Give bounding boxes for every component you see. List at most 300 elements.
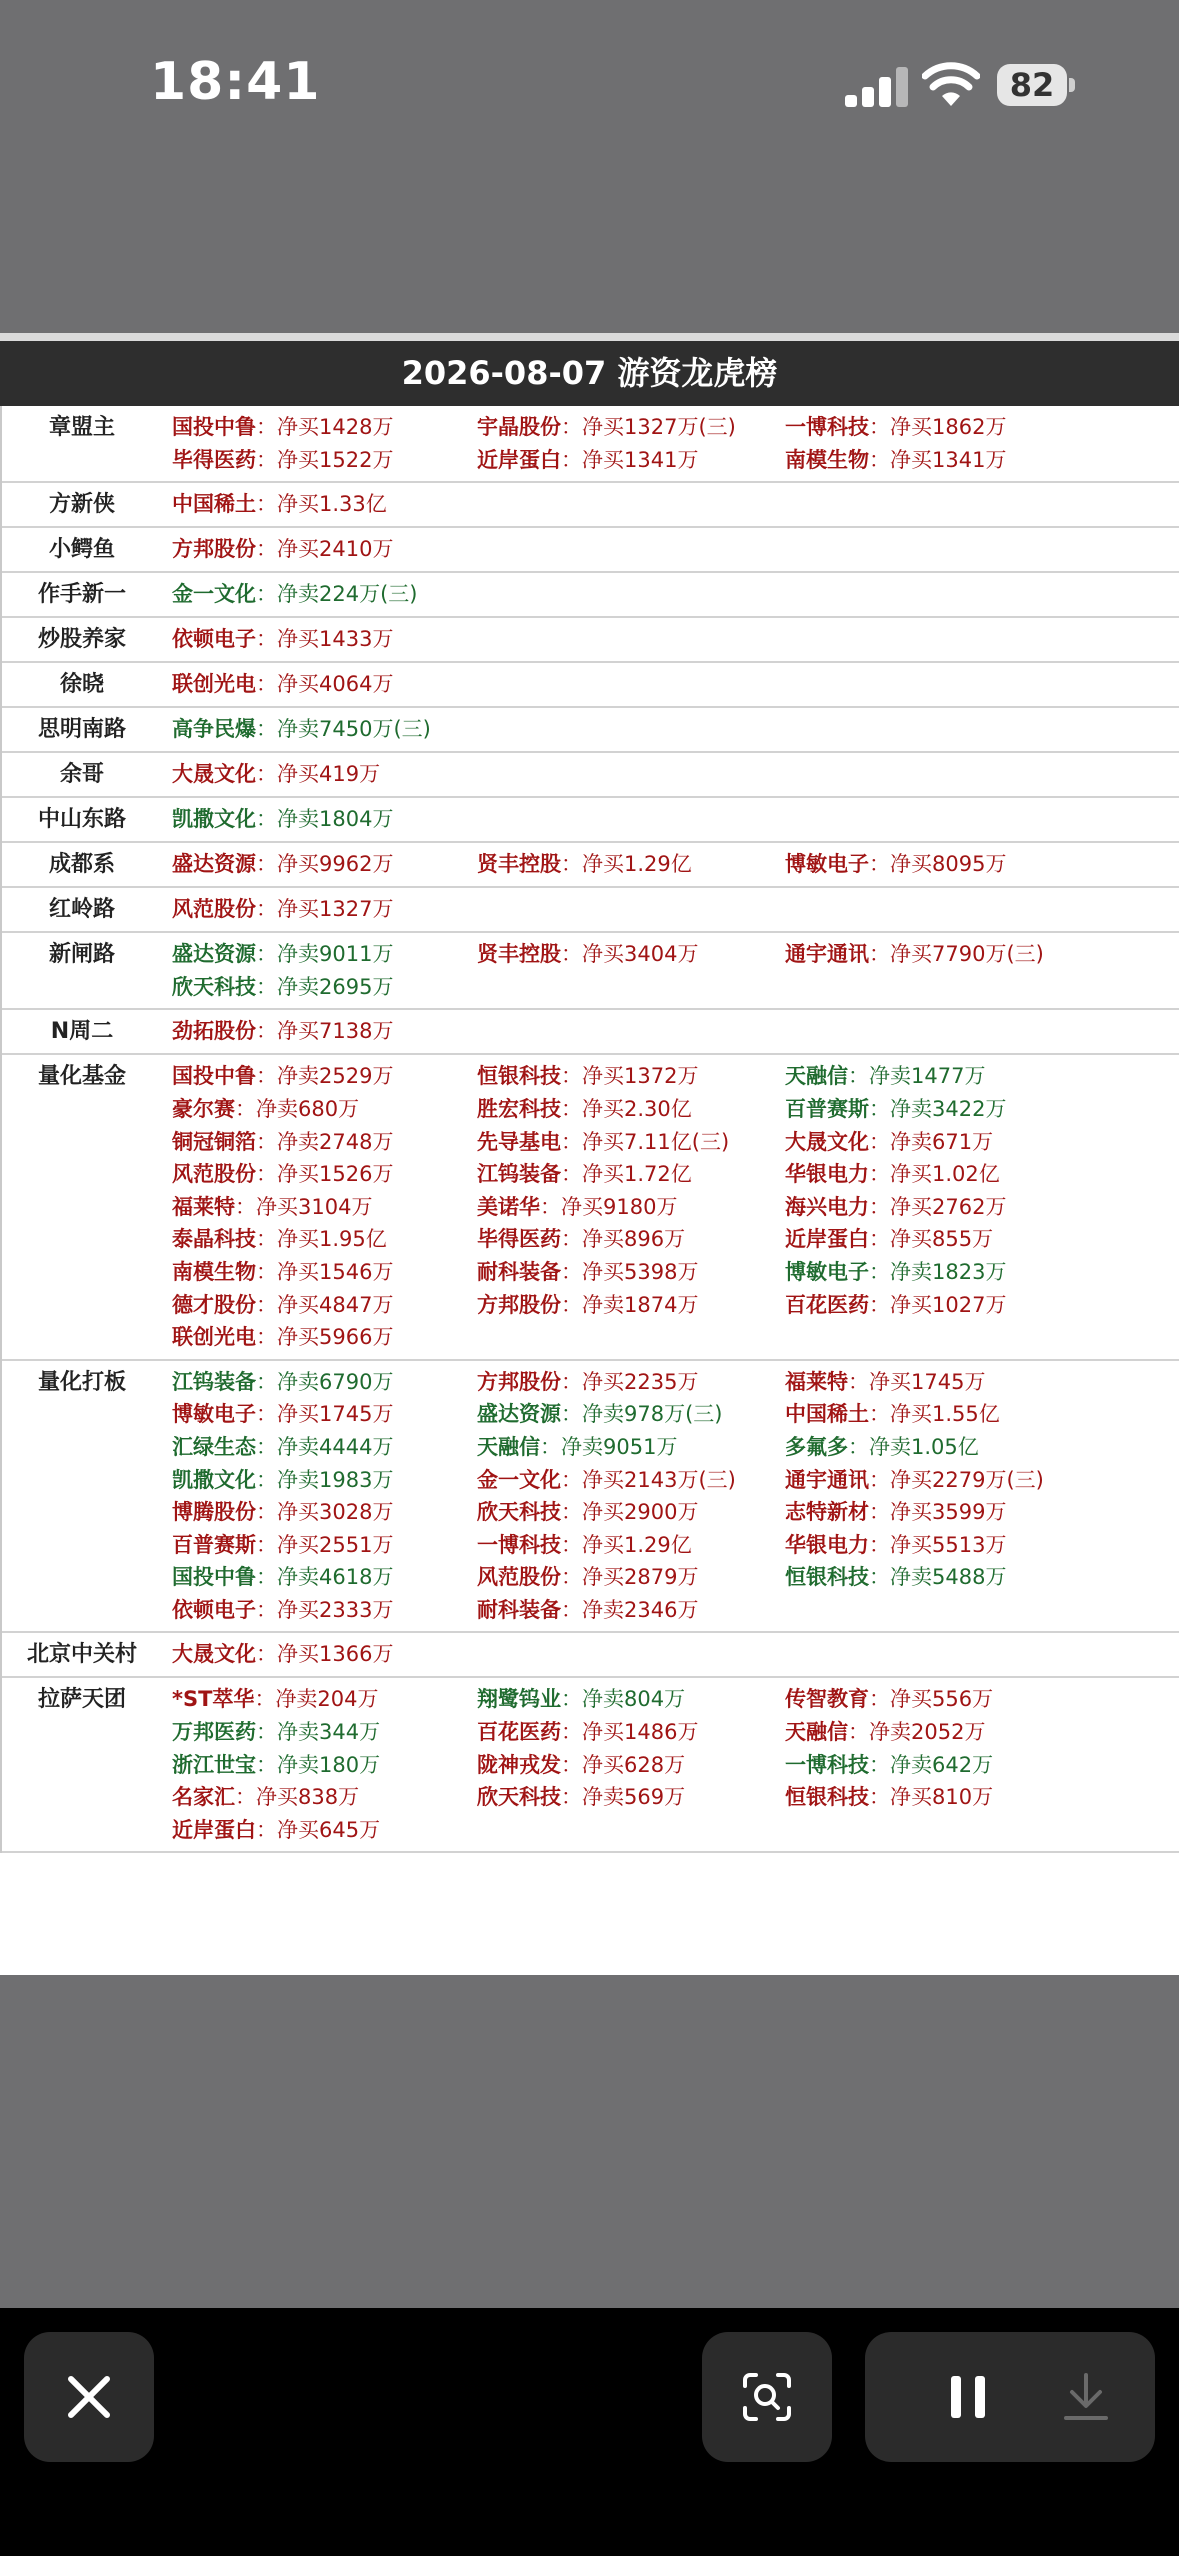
net-amount: 净买1433万: [277, 627, 394, 652]
trader-row: [2, 1678, 1179, 1853]
net-amount: 净卖569万: [582, 1785, 686, 1810]
separator: ：: [256, 762, 277, 787]
stock-name: 盛达资源: [172, 852, 256, 877]
trade-entries: [162, 488, 1105, 521]
net-amount: 净卖2346万: [582, 1597, 699, 1622]
trader-row: [2, 843, 1179, 888]
trade-entry: [172, 1223, 477, 1256]
trade-entry: [172, 893, 477, 926]
stock-name: 博敏电子: [785, 852, 869, 877]
separator: ：: [256, 415, 277, 439]
trader-row: [2, 573, 1179, 618]
trade-entries: [162, 578, 1105, 611]
net-amount: 净买855万: [890, 1227, 994, 1252]
trade-entry: [172, 1158, 477, 1191]
separator: ：: [869, 1162, 890, 1187]
net-amount: 净买628万: [582, 1752, 686, 1777]
net-amount: 净买3599万: [890, 1500, 1007, 1525]
trade-entry: [172, 1191, 477, 1224]
stock-name: 耐科装备: [477, 1259, 561, 1284]
separator: ：: [561, 1597, 582, 1622]
trader-row: [2, 708, 1179, 753]
net-amount: 净卖2052万: [869, 1720, 986, 1745]
trade-entry: [172, 1716, 477, 1749]
stock-name: 志特新材: [785, 1500, 869, 1525]
stock-name: 德才股份: [172, 1292, 256, 1317]
net-amount: 净买1745万: [277, 1402, 394, 1427]
trader-name: 量化打板: [37, 1369, 126, 1395]
viewer-background: [0, 1975, 1179, 2308]
separator: ：: [256, 1642, 277, 1667]
download-icon: [1062, 2372, 1110, 2422]
stock-name: 恒银科技: [477, 1064, 561, 1089]
net-amount: 净买5966万: [277, 1325, 394, 1350]
trade-entry: [477, 1683, 785, 1716]
trader-row: [2, 406, 1179, 483]
separator: ：: [561, 1369, 582, 1394]
trade-entry: [785, 444, 1105, 477]
stock-name: *ST萃华: [172, 1687, 255, 1712]
separator: ：: [256, 1752, 277, 1777]
trade-entry: [477, 1093, 785, 1126]
separator: ：: [256, 942, 277, 967]
stock-name: 欣天科技: [477, 1785, 561, 1810]
separator: ：: [561, 1129, 582, 1154]
trader-name: 新闸路: [48, 942, 115, 968]
trade-entry: [785, 1366, 1105, 1399]
trade-entries: [162, 938, 1105, 1003]
stock-name: 依顿电子: [172, 1597, 256, 1622]
stock-name: 南模生物: [785, 447, 869, 472]
trader-row: [2, 483, 1179, 528]
separator: ：: [561, 1402, 582, 1427]
trade-entry: [477, 1060, 785, 1093]
separator: ：: [869, 1785, 890, 1810]
separator: ：: [561, 1467, 582, 1492]
trade-entry: [172, 848, 477, 881]
trade-entry: [477, 1289, 785, 1322]
trade-entry: [785, 1716, 1105, 1749]
stock-name: 方邦股份: [477, 1292, 561, 1317]
trade-entries: [162, 1015, 1105, 1048]
stock-name: 江钨装备: [172, 1369, 256, 1394]
stock-name: 凯撒文化: [172, 1467, 256, 1492]
net-amount: 净卖344万: [277, 1720, 381, 1745]
trader-name: 章盟主: [48, 415, 115, 440]
net-amount: 净买4064万: [277, 672, 394, 697]
trader-row: [2, 618, 1179, 663]
net-amount: 净卖5488万: [890, 1565, 1007, 1590]
trade-entry: [172, 1126, 477, 1159]
net-amount: 净买1546万: [277, 1259, 394, 1284]
net-amount: 净买1027万: [890, 1292, 1007, 1317]
net-amount: 净卖804万: [582, 1687, 686, 1712]
stock-name: 国投中鲁: [172, 1565, 256, 1590]
net-amount: 净卖642万: [890, 1752, 994, 1777]
trade-entry: [785, 1561, 1105, 1594]
net-amount: 净买1.33亿: [277, 492, 387, 517]
net-amount: 净买419万: [277, 762, 381, 787]
stock-name: 大晟文化: [785, 1129, 869, 1154]
trade-entry: [785, 1289, 1105, 1322]
download-button[interactable]: [1040, 2352, 1130, 2442]
net-amount: 净买3028万: [277, 1500, 394, 1525]
trade-entry: [172, 533, 477, 566]
net-amount: 净买2879万: [582, 1565, 699, 1590]
separator: ：: [256, 1500, 277, 1525]
trader-row: [2, 1055, 1179, 1360]
trade-entry: [785, 1223, 1105, 1256]
separator: ：: [848, 1064, 869, 1089]
separator: ：: [869, 1500, 890, 1525]
trade-entry: [172, 938, 477, 971]
wifi-icon: [922, 62, 980, 108]
stock-name: 高争民爆: [172, 717, 256, 742]
net-amount: 净买645万: [277, 1817, 381, 1842]
trade-entry: [172, 1398, 477, 1431]
playback-controls: [865, 2332, 1155, 2462]
separator: ：: [256, 1532, 277, 1557]
trade-entry: [477, 1366, 785, 1399]
trader-name: N周二: [50, 1019, 114, 1045]
net-amount: 净买1.29亿: [582, 852, 692, 877]
separator: ：: [540, 1434, 561, 1459]
separator: ：: [869, 852, 890, 877]
separator: ：: [256, 582, 277, 607]
net-amount: 净卖9051万: [561, 1434, 678, 1459]
net-amount: 净卖3422万: [890, 1096, 1007, 1121]
net-amount: 净买1486万: [582, 1720, 699, 1745]
trade-entry: [785, 1126, 1105, 1159]
separator: ：: [256, 897, 277, 922]
trade-entry: [785, 1398, 1105, 1431]
stock-name: 国投中鲁: [172, 415, 256, 439]
separator: ：: [561, 1500, 582, 1525]
separator: ：: [235, 1194, 256, 1219]
trade-entry: [172, 1093, 477, 1126]
trade-entry: [172, 444, 477, 477]
trade-entry: [477, 1561, 785, 1594]
trade-entry: [785, 1781, 1105, 1814]
stock-name: 博腾股份: [172, 1500, 256, 1525]
trader-row: [2, 1361, 1179, 1634]
separator: ：: [256, 1129, 277, 1154]
trade-entry: [785, 1496, 1105, 1529]
stock-name: 国投中鲁: [172, 1064, 256, 1089]
trade-entry: [172, 623, 477, 656]
trader-name: 作手新一: [37, 582, 126, 608]
separator: ：: [561, 852, 582, 877]
stock-name: 福莱特: [785, 1369, 848, 1394]
stock-name: 江钨装备: [477, 1162, 561, 1187]
stock-name: 恒银科技: [785, 1785, 869, 1810]
stock-name: 海兴电力: [785, 1194, 869, 1219]
net-amount: 净买9962万: [277, 852, 394, 877]
net-amount: 净买5398万: [582, 1259, 699, 1284]
separator: ：: [561, 1096, 582, 1121]
trade-entries: [162, 533, 1105, 566]
stock-name: 中国稀土: [785, 1402, 869, 1427]
separator: ：: [869, 1687, 890, 1712]
net-amount: 净买1327万: [277, 897, 394, 922]
trade-entry: [785, 1256, 1105, 1289]
pause-button[interactable]: [925, 2352, 1015, 2442]
trader-name: 徐晓: [59, 672, 104, 698]
trader-row: [2, 1633, 1179, 1678]
trader-name: 小鳄鱼: [48, 537, 115, 563]
document-title: 2026-08-07 游资龙虎榜: [0, 341, 1179, 406]
separator: ：: [256, 717, 277, 742]
trade-entry: [172, 411, 477, 444]
stock-name: 百普赛斯: [172, 1532, 256, 1557]
net-amount: 净买3104万: [256, 1194, 373, 1219]
stock-name: 天融信: [785, 1064, 848, 1089]
net-amount: 净买1745万: [869, 1369, 986, 1394]
separator: ：: [540, 1194, 561, 1219]
trade-entry: [477, 1256, 785, 1289]
visual-lookup-button[interactable]: [702, 2332, 832, 2462]
document-edge: [0, 333, 1179, 341]
separator: ：: [869, 1402, 890, 1427]
stock-name: 通宇通讯: [785, 942, 869, 967]
separator: ：: [561, 1565, 582, 1590]
stock-name: 风范股份: [172, 897, 256, 922]
stock-name: 传智教育: [785, 1687, 869, 1712]
stock-name: 天融信: [785, 1720, 848, 1745]
trader-name: 拉萨天团: [37, 1687, 126, 1713]
trade-entries: [162, 1638, 1105, 1671]
separator: ：: [561, 1752, 582, 1777]
separator: ：: [561, 1687, 582, 1712]
stock-name: 大晟文化: [172, 762, 256, 787]
separator: ：: [256, 1019, 277, 1044]
trade-entry: [785, 1093, 1105, 1126]
stock-name: 劲拓股份: [172, 1019, 256, 1044]
stock-name: 毕得医药: [477, 1227, 561, 1252]
net-amount: 净卖1477万: [869, 1064, 986, 1089]
close-icon: [67, 2375, 111, 2419]
stock-name: 联创光电: [172, 1325, 256, 1350]
stock-name: 南模生物: [172, 1259, 256, 1284]
trade-entry: [172, 1366, 477, 1399]
trade-entry: [172, 758, 477, 791]
net-amount: 净卖224万(三): [277, 582, 418, 607]
trade-entry: [172, 488, 477, 521]
stock-name: 毕得医药: [172, 447, 256, 472]
trade-entry: [172, 1561, 477, 1594]
net-amount: 净买2762万: [890, 1194, 1007, 1219]
net-amount: 净买4847万: [277, 1292, 394, 1317]
net-amount: 净卖9011万: [277, 942, 394, 967]
trade-entry: [785, 1191, 1105, 1224]
trade-entry: [785, 1060, 1105, 1093]
net-amount: 净买1526万: [277, 1162, 394, 1187]
trade-entry: [172, 1321, 477, 1354]
trader-row: [2, 663, 1179, 708]
separator: ：: [256, 1259, 277, 1284]
stock-name: 联创光电: [172, 672, 256, 697]
trader-name: 炒股养家: [37, 627, 126, 653]
stock-name: 博敏电子: [785, 1259, 869, 1284]
stock-name: 恒银科技: [785, 1565, 869, 1590]
trade-entry: [477, 1594, 785, 1627]
net-amount: 净买1366万: [277, 1642, 394, 1667]
trade-entry: [172, 1289, 477, 1322]
net-amount: 净卖7450万(三): [277, 717, 431, 742]
net-amount: 净买1.55亿: [890, 1402, 1000, 1427]
separator: ：: [256, 1817, 277, 1842]
trade-entry: [477, 1464, 785, 1497]
separator: ：: [561, 447, 582, 472]
stock-name: 凯撒文化: [172, 807, 256, 832]
stock-name: 百花医药: [785, 1292, 869, 1317]
separator: ：: [869, 1259, 890, 1284]
battery-tip: [1069, 78, 1075, 92]
stock-name: 方邦股份: [172, 537, 256, 562]
trade-entry: [477, 1191, 785, 1224]
trade-entry: [477, 1529, 785, 1562]
stock-name: 万邦医药: [172, 1720, 256, 1745]
trade-entry: [172, 1638, 477, 1671]
separator: ：: [561, 1227, 582, 1252]
trade-entry: [785, 1529, 1105, 1562]
net-amount: 净卖2695万: [277, 974, 394, 999]
trade-entry: [785, 1464, 1105, 1497]
stock-name: 欣天科技: [477, 1500, 561, 1525]
trade-entry: [172, 668, 477, 701]
stock-name: 近岸蛋白: [477, 447, 561, 472]
separator: ：: [256, 1467, 277, 1492]
stock-name: 汇绿生态: [172, 1434, 256, 1459]
separator: ：: [561, 415, 582, 439]
stock-name: 一博科技: [785, 415, 869, 439]
net-amount: 净买2333万: [277, 1597, 394, 1622]
stock-name: 福莱特: [172, 1194, 235, 1219]
separator: ：: [256, 852, 277, 877]
net-amount: 净买2143万(三): [582, 1467, 736, 1492]
close-button[interactable]: [24, 2332, 154, 2462]
pause-icon: [945, 2374, 993, 2420]
cellular-signal-icon: [845, 65, 909, 107]
trade-entry: [785, 938, 1105, 971]
trade-entries: [162, 1366, 1105, 1627]
trade-entry: [172, 971, 477, 1004]
net-amount: 净买2900万: [582, 1500, 699, 1525]
stock-name: 贤丰控股: [477, 852, 561, 877]
trade-entry: [477, 1158, 785, 1191]
net-amount: 净买1.02亿: [890, 1162, 1000, 1187]
net-amount: 净卖1983万: [277, 1467, 394, 1492]
trade-entry: [477, 1496, 785, 1529]
net-amount: 净卖6790万: [277, 1369, 394, 1394]
net-amount: 净买556万: [890, 1687, 994, 1712]
status-area: [0, 0, 1179, 333]
trade-entry: [172, 1496, 477, 1529]
stock-name: 风范股份: [172, 1162, 256, 1187]
net-amount: 净买2235万: [582, 1369, 699, 1394]
trader-row: [2, 798, 1179, 843]
separator: ：: [254, 1687, 276, 1712]
trade-entries: [162, 713, 1105, 746]
net-amount: 净买810万: [890, 1785, 994, 1810]
net-amount: 净卖680万: [256, 1096, 360, 1121]
separator: ：: [256, 807, 277, 832]
separator: ：: [561, 942, 582, 967]
separator: ：: [256, 1720, 277, 1745]
stock-name: 多氟多: [785, 1434, 848, 1459]
separator: ：: [256, 1064, 277, 1089]
net-amount: 净买7790万(三): [890, 942, 1044, 967]
net-amount: 净买896万: [582, 1227, 686, 1252]
separator: ：: [848, 1369, 869, 1394]
net-amount: 净卖180万: [277, 1752, 381, 1777]
net-amount: 净卖2529万: [277, 1064, 394, 1089]
trade-entry: [785, 1158, 1105, 1191]
trade-entry: [477, 1126, 785, 1159]
trade-entry: [172, 1529, 477, 1562]
net-amount: 净卖4444万: [277, 1434, 394, 1459]
trade-entry: [785, 411, 1105, 444]
separator: ：: [561, 1162, 582, 1187]
separator: ：: [869, 1565, 890, 1590]
trade-entry: [172, 713, 477, 746]
net-amount: 净卖671万: [890, 1129, 994, 1154]
trader-name: 成都系: [48, 852, 115, 878]
stock-name: 豪尔赛: [172, 1096, 235, 1121]
separator: ：: [256, 627, 277, 652]
stock-name: 盛达资源: [477, 1402, 561, 1427]
separator: ：: [256, 1162, 277, 1187]
net-amount: 净买1372万: [582, 1064, 699, 1089]
stock-name: 通宇通讯: [785, 1467, 869, 1492]
net-amount: 净买2551万: [277, 1532, 394, 1557]
trade-entry: [172, 1781, 477, 1814]
net-amount: 净买2410万: [277, 537, 394, 562]
net-amount: 净买1.95亿: [277, 1227, 387, 1252]
separator: ：: [256, 492, 277, 517]
separator: ：: [235, 1096, 256, 1121]
trade-entries: [162, 803, 1105, 836]
visual-lookup-icon: [742, 2372, 792, 2422]
trade-entries: [162, 668, 1105, 701]
trade-entries: [162, 893, 1105, 926]
separator: ：: [869, 415, 890, 439]
stock-name: 耐科装备: [477, 1597, 561, 1622]
separator: ：: [848, 1720, 869, 1745]
trade-entry: [172, 1594, 477, 1627]
stock-name: 一博科技: [477, 1532, 561, 1557]
net-amount: 净买1341万: [890, 447, 1007, 472]
trader-name: 中山东路: [37, 807, 126, 833]
stock-name: 翔鹭钨业: [477, 1687, 561, 1712]
separator: ：: [256, 1597, 277, 1622]
net-amount: 净买5513万: [890, 1532, 1007, 1557]
separator: ：: [256, 1565, 277, 1590]
stock-name: 天融信: [477, 1434, 540, 1459]
stock-name: 依顿电子: [172, 627, 256, 652]
separator: ：: [869, 1752, 890, 1777]
trade-entry: [785, 1431, 1105, 1464]
trade-entry: [172, 1256, 477, 1289]
trade-entries: [162, 848, 1105, 881]
trade-entry: [785, 848, 1105, 881]
trader-row: [2, 888, 1179, 933]
trade-entry: [477, 1781, 785, 1814]
trade-entry: [172, 1814, 477, 1847]
stock-name: 大晟文化: [172, 1642, 256, 1667]
stock-name: 近岸蛋白: [172, 1817, 256, 1842]
trade-entry: [477, 1431, 785, 1464]
